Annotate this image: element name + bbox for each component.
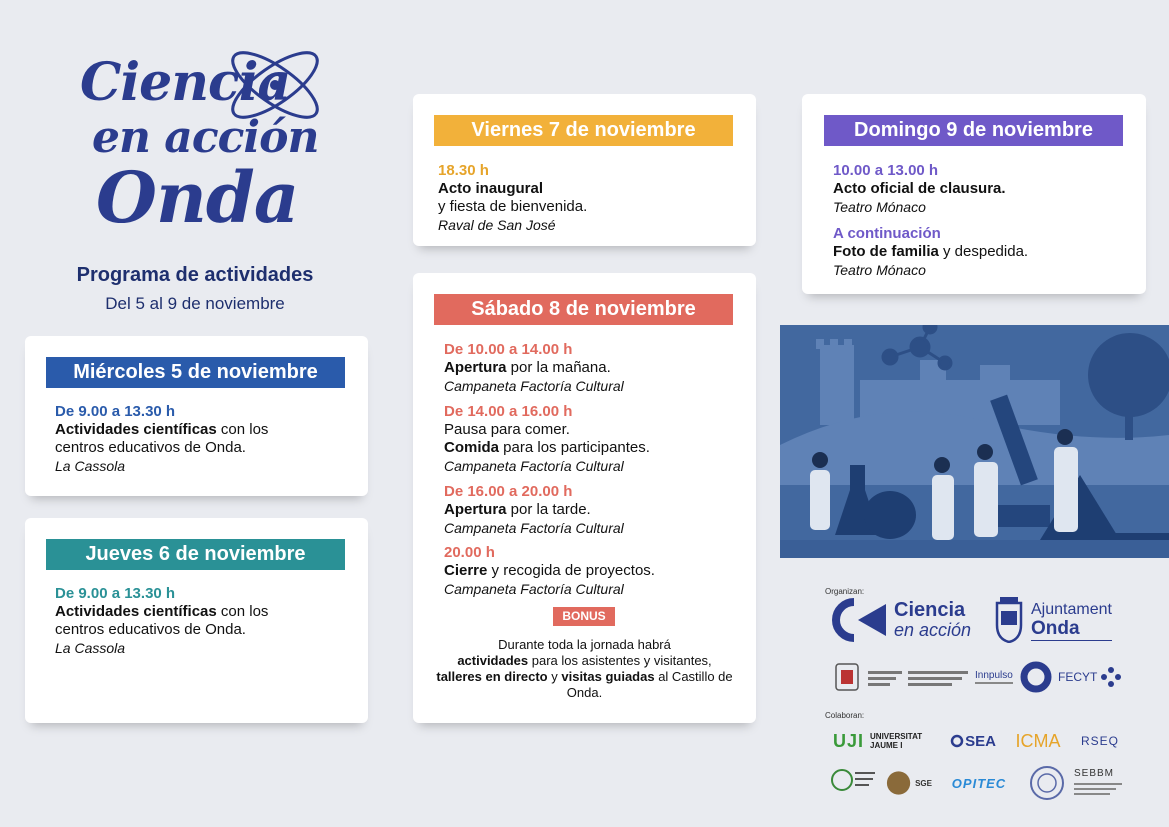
sebbm-text-icon (1074, 779, 1126, 799)
rseq-logo (1072, 731, 1128, 751)
event-line (55, 603, 268, 621)
card-friday (413, 94, 756, 246)
sge-circle-icon (884, 768, 913, 798)
colaboran-label: Colaboran: (825, 711, 865, 720)
card-wednesday (25, 336, 368, 496)
fecyt-label: FECYT (1058, 670, 1098, 684)
logo-line-2: en acción (92, 112, 319, 163)
ministry-logo-2 (908, 668, 970, 688)
ciencia-mark-icon (832, 598, 890, 642)
ciencia-logo-line2: en acción (894, 620, 972, 640)
coat-of-arms-icon (994, 597, 1024, 643)
icma-label: ICMA (1015, 730, 1061, 751)
physics-society-logo (830, 765, 878, 801)
event-desc: por la tarde. (506, 501, 591, 518)
event-time: De 9.00 a 13.30 h (55, 403, 176, 420)
event-title: Apertura (444, 501, 507, 518)
event-place: Campaneta Factoría Cultural (444, 581, 624, 597)
fecyt-logo (1020, 660, 1124, 694)
event-time: De 10.00 a 14.00 h (444, 341, 573, 358)
event-place: La Cassola (55, 640, 126, 656)
event-time: De 9.00 a 13.30 h (55, 585, 176, 602)
government-seal-logo (830, 660, 864, 694)
day-heading: Domingo 9 de noviembre (824, 115, 1123, 146)
event-block (444, 544, 655, 598)
uji-logo (833, 729, 941, 753)
event-time: 18.30 h (438, 162, 489, 179)
event-block (444, 403, 650, 475)
ciencia-en-accion-logo (832, 595, 990, 645)
ministry-logo-1 (868, 668, 904, 688)
fecyt-ring-icon (1020, 661, 1052, 693)
physics-society-icon (831, 766, 877, 800)
event-time: De 16.00 a 20.00 h (444, 483, 573, 500)
event-desc: por la mañana. (506, 359, 611, 376)
bonus-bold-3: visitas guiadas (561, 669, 655, 684)
event-place: Campaneta Factoría Cultural (444, 378, 624, 394)
program-subtitle: Del 5 al 9 de noviembre (105, 294, 285, 313)
ajuntament-onda-logo (994, 592, 1124, 648)
uji-mark: UJI (833, 730, 865, 751)
bonus-text-3: y (547, 669, 562, 684)
event-title: Acto oficial de clausura. (833, 180, 1006, 197)
ajuntament-line2: Onda (1031, 619, 1112, 641)
day-heading: Miércoles 5 de noviembre (46, 357, 345, 388)
event-time: De 14.00 a 16.00 h (444, 403, 573, 420)
event-desc: para los participantes. (499, 439, 650, 456)
event-place: Teatro Mónaco (833, 199, 926, 215)
event-title: Foto de familia (833, 243, 939, 260)
logo-line-3: Onda (96, 156, 299, 239)
logo-line-1: Ciencia (80, 52, 291, 113)
event-time: 10.00 a 13.00 h (833, 162, 939, 179)
event-title: Actividades científicas (55, 603, 217, 620)
ministry-text-icon (908, 668, 970, 688)
event-time: 20.00 h (444, 544, 495, 561)
event-block (55, 403, 268, 475)
sea-label: SEA (965, 732, 996, 750)
innpulso-label: Innpulso (975, 669, 1013, 681)
bonus-bold-1: actividades (457, 653, 529, 668)
event-place: Campaneta Factoría Cultural (444, 520, 624, 536)
day-heading: Viernes 7 de noviembre (434, 115, 733, 146)
uji-name-line2: JAUME I (870, 741, 903, 750)
card-thursday (25, 518, 368, 723)
event-line (444, 501, 624, 519)
event-block (444, 483, 624, 537)
event-line (444, 359, 624, 377)
day-heading: Jueves 6 de noviembre (46, 539, 345, 570)
event-block (833, 225, 1028, 279)
bonus-text (433, 637, 736, 701)
event-desc: con los (216, 603, 269, 620)
event-line (833, 243, 1028, 261)
sea-circle-icon (950, 734, 964, 748)
event-desc: y fiesta de bienvenida. (438, 198, 588, 215)
bonus-text-4: al Castillo de Onda. (566, 669, 733, 700)
bonus-badge: BONUS (553, 607, 615, 626)
card-saturday (413, 273, 756, 723)
uji-name-line1: UNIVERSITAT (870, 732, 923, 741)
ciencia-logo-line1: Ciencia (894, 599, 966, 621)
event-desc: y despedida. (938, 243, 1029, 260)
event-desc-2: centros educativos de Onda. (55, 621, 246, 638)
event-line (444, 562, 655, 580)
event-block (438, 162, 587, 234)
event-line (55, 421, 268, 439)
event-place: Campaneta Factoría Cultural (444, 458, 624, 474)
ajuntament-line1: Ajuntament (1031, 600, 1112, 618)
sge-logo (884, 765, 932, 801)
card-sunday (802, 94, 1146, 294)
opitec-label: OPITEC (951, 775, 1007, 791)
event-title: Actividades científicas (55, 421, 217, 438)
event-block (444, 341, 624, 395)
event-block (833, 162, 1006, 216)
bonus-text-1: Durante toda la jornada habrá (498, 637, 671, 652)
ministry-text-icon (868, 668, 904, 688)
event-place: Teatro Mónaco (833, 262, 926, 278)
scientists-castle-illustration (780, 325, 1169, 558)
illustration-graphic (780, 325, 1169, 558)
bonus-text-2: para los asistentes y visitantes, (528, 653, 712, 668)
seal-logo (1026, 763, 1068, 803)
event-place: La Cassola (55, 458, 126, 474)
sebbm-logo (1074, 763, 1130, 803)
fecyt-dots-icon (1100, 666, 1122, 688)
event-place: Raval de San José (438, 217, 556, 233)
event-line (444, 439, 650, 457)
icma-logo (1010, 727, 1066, 755)
organizan-label: Organizan: (825, 587, 865, 596)
event-desc-2: centros educativos de Onda. (55, 439, 246, 456)
program-title: Programa de actividades (76, 264, 314, 286)
event-title: Comida (444, 439, 500, 456)
sebbm-label: SEBBM (1074, 767, 1115, 779)
event-title: Acto inaugural (438, 180, 544, 197)
rseq-label: RSEQ (1080, 734, 1119, 748)
event-title: Apertura (444, 359, 507, 376)
event-block (55, 585, 268, 657)
day-heading: Sábado 8 de noviembre (434, 294, 733, 325)
opitec-logo (945, 773, 1013, 793)
event-title: Cierre (444, 562, 488, 579)
event-logo (70, 30, 320, 240)
event-desc: con los (216, 421, 269, 438)
sge-label: SGE (915, 778, 932, 788)
sea-logo (946, 729, 1000, 753)
innpulso-sub-icon (975, 681, 1015, 687)
academy-seal-icon (1028, 764, 1066, 802)
spain-seal-icon (832, 660, 862, 694)
bonus-bold-2: talleres en directo (436, 669, 548, 684)
innpulso-logo (975, 666, 1017, 690)
event-desc: y recogida de proyectos. (487, 562, 655, 579)
event-line-1: Pausa para comer. (444, 421, 570, 438)
event-time: A continuación (833, 225, 941, 242)
